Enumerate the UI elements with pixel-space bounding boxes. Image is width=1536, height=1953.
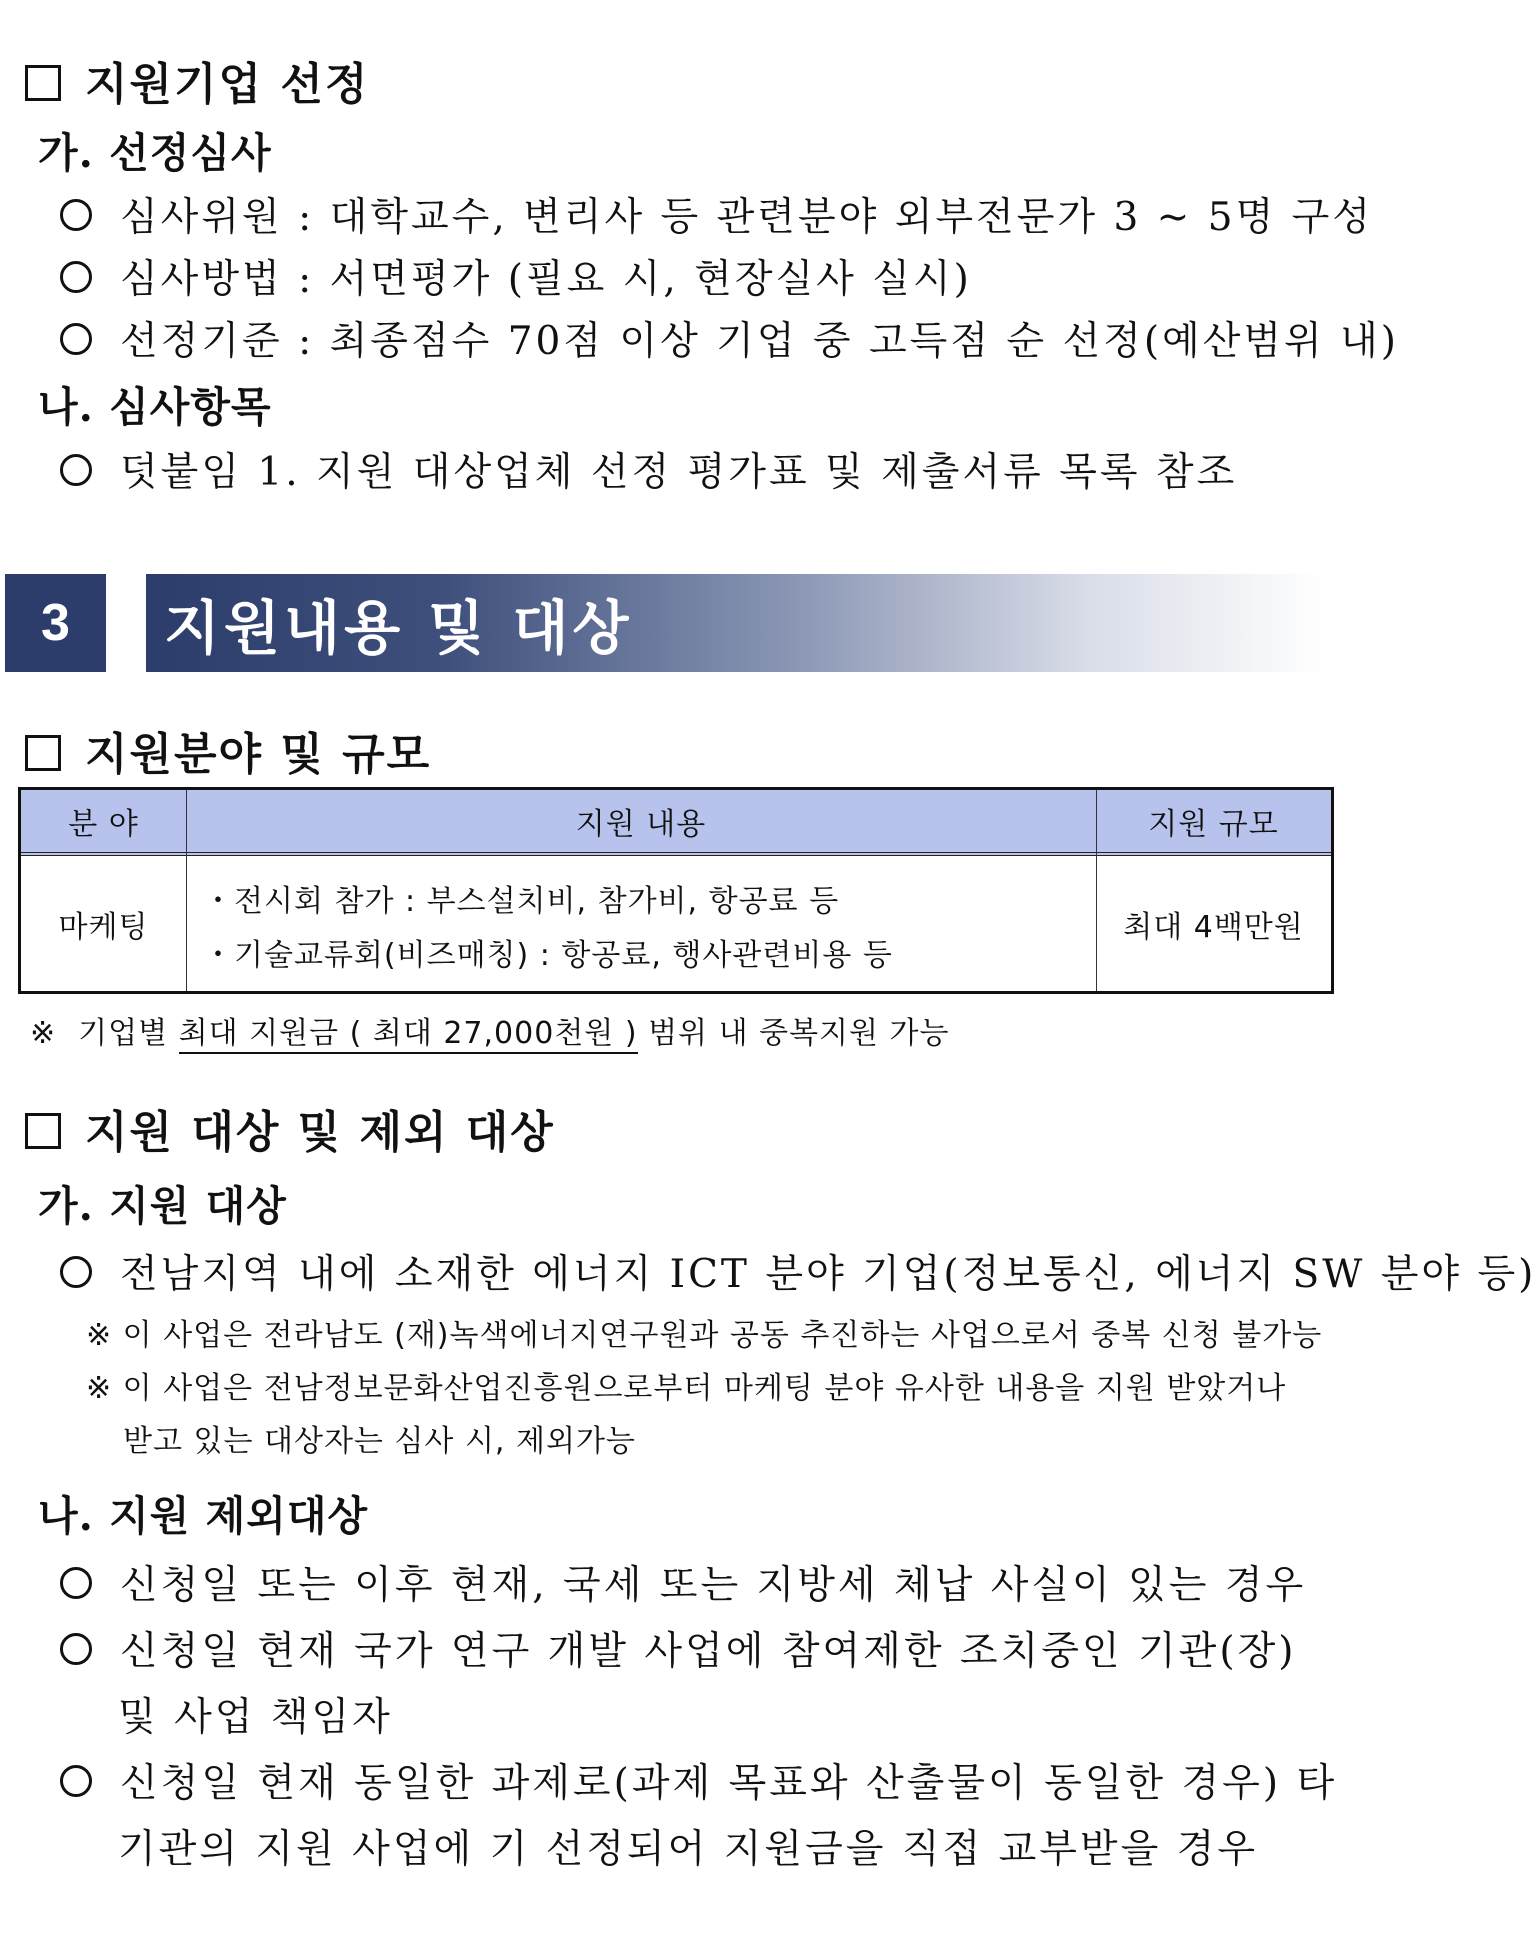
bullet-circle-icon — [60, 454, 92, 486]
table-header-content: 지원 내용 — [575, 807, 707, 842]
section-heading-selection: 지원기업 선정 — [25, 48, 369, 112]
section-banner-title: 지원내용 및 대상 — [164, 594, 633, 662]
note-line: ※ 이 사업은 전라남도 (재)녹색에너지연구원과 공동 추진하는 사업으로서 중복 신청 불가능 — [86, 1318, 1323, 1353]
list-item: 심사방법 : 서면평가 (필요 시, 현장실사 실시) — [60, 248, 972, 304]
subheading-criteria: 나. 심사항목 — [38, 383, 272, 431]
list-item: 전남지역 내에 소재한 에너지 ICT 분야 기업(정보통신, 에너지 SW 분야 등) — [60, 1243, 1536, 1299]
checkbox-square-icon — [25, 735, 61, 771]
list-item-continuation: 기관의 지원 사업에 기 선정되어 지원금을 직접 교부받을 경우 — [118, 1827, 1259, 1872]
list-item: 심사위원 : 대학교수, 변리사 등 관련분야 외부전문가 3 ~ 5명 구성 — [60, 186, 1373, 242]
list-item: 신청일 또는 이후 현재, 국세 또는 지방세 체납 사실이 있는 경우 — [60, 1554, 1306, 1610]
bullet-circle-icon — [60, 1765, 92, 1797]
support-table — [18, 787, 1334, 994]
bullet-circle-icon — [60, 199, 92, 231]
subheading-excluded: 나. 지원 제외대상 — [38, 1492, 369, 1540]
note-line: ※ 이 사업은 전남정보문화산업진흥원으로부터 마케팅 분야 유사한 내용을 지원 받았거나 — [86, 1371, 1287, 1406]
bullet-circle-icon — [60, 323, 92, 355]
list-item: 선정기준 : 최종점수 70점 이상 기업 중 고득점 순 선정(예산범위 내) — [60, 310, 1399, 366]
bullet-circle-icon — [60, 1633, 92, 1665]
table-cell-content-line: ・기술교류회(비즈매칭) : 항공료, 행사관련비용 등 — [203, 938, 893, 973]
table-footnote: ※ 기업별 최대 지원금 ( 최대 27,000천원 ) 범위 내 중복지원 가능 — [30, 1008, 950, 1052]
note-line: 받고 있는 대상자는 심사 시, 제외가능 — [123, 1424, 636, 1459]
checkbox-square-icon — [25, 1113, 61, 1149]
section-number-badge: 3 — [5, 574, 106, 672]
bullet-circle-icon — [60, 1567, 92, 1599]
table-header-scale: 지원 규모 — [1148, 807, 1279, 842]
bullet-circle-icon — [60, 1256, 92, 1288]
list-item: 신청일 현재 동일한 과제로(과제 목표와 산출물이 동일한 경우) 타 — [60, 1752, 1337, 1808]
section-heading-support-scale: 지원분야 및 규모 — [25, 718, 431, 782]
subheading-eligible: 가. 지원 대상 — [38, 1182, 287, 1230]
list-item-continuation: 및 사업 책임자 — [118, 1695, 393, 1740]
list-item: 덧붙임 1. 지원 대상업체 선정 평가표 및 제출서류 목록 참조 — [60, 441, 1237, 497]
bullet-circle-icon — [60, 261, 92, 293]
subheading-screening: 가. 선정심사 — [38, 129, 272, 177]
section-heading-eligibility: 지원 대상 및 제외 대상 — [25, 1096, 555, 1160]
table-header-field: 분 야 — [68, 807, 139, 842]
table-cell-scale: 최대 4백만원 — [1123, 909, 1304, 945]
table-cell-content-line: ・전시회 참가 : 부스설치비, 참가비, 항공료 등 — [203, 884, 840, 919]
checkbox-square-icon — [25, 65, 61, 101]
table-cell-field: 마케팅 — [58, 909, 149, 945]
list-item: 신청일 현재 국가 연구 개발 사업에 참여제한 조치중인 기관(장) — [60, 1620, 1296, 1676]
